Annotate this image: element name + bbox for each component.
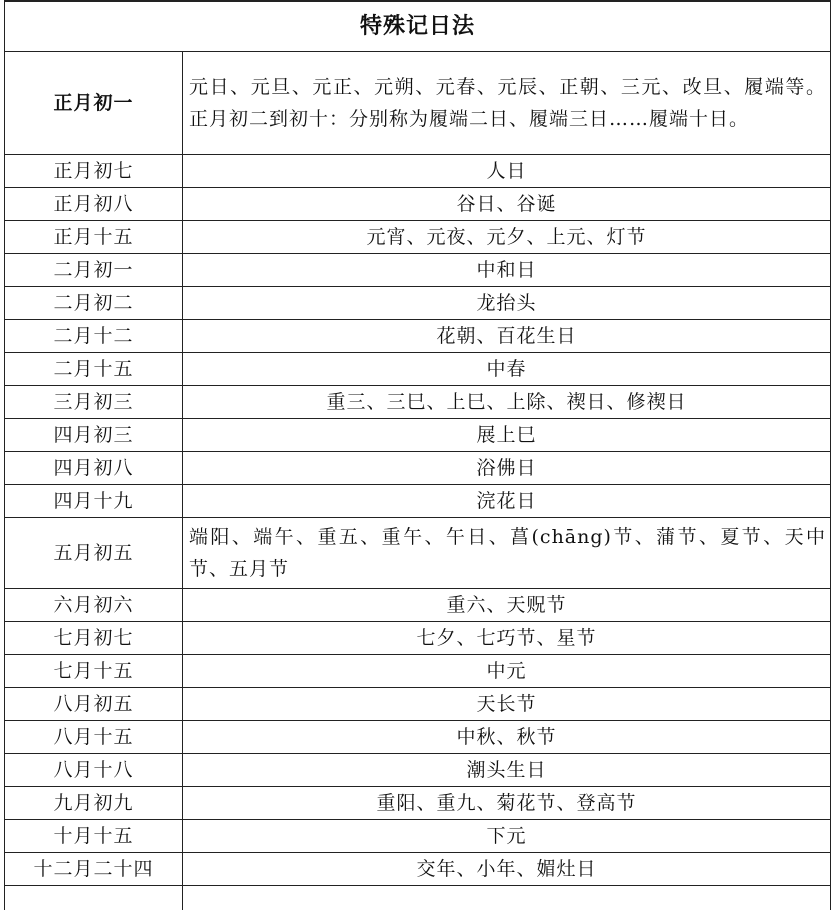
names-cell: 重阳、重九、菊花节、登高节 (183, 787, 831, 820)
names-cell: 谷日、谷诞 (183, 188, 831, 221)
table-row (5, 485, 831, 518)
date-cell: 十二月二十四 (5, 853, 183, 886)
date-cell: 正月初八 (5, 188, 183, 221)
date-cell: 正月初七 (5, 155, 183, 188)
date-cell: 八月十五 (5, 721, 183, 754)
table-row (5, 754, 831, 787)
table-row (5, 155, 831, 188)
date-cell: 二月初一 (5, 254, 183, 287)
date-cell: 四月十九 (5, 485, 183, 518)
names-cell: 潮头生日 (183, 754, 831, 787)
names-cell: 中春 (183, 353, 831, 386)
table-row (5, 188, 831, 221)
table-row (5, 721, 831, 754)
date-cell: 七月十五 (5, 655, 183, 688)
names-cell: 重六、天贶节 (183, 589, 831, 622)
date-cell: 五月初五 (5, 518, 183, 589)
names-cell: 天长节 (183, 688, 831, 721)
date-cell (5, 886, 183, 910)
table-row (5, 589, 831, 622)
date-cell: 四月初三 (5, 419, 183, 452)
table-row (5, 688, 831, 721)
table-row (5, 254, 831, 287)
table-row (5, 287, 831, 320)
table-row (5, 419, 831, 452)
table-row-cut-off (5, 886, 831, 910)
table-row (5, 221, 831, 254)
date-cell: 二月十五 (5, 353, 183, 386)
date-cell: 十月十五 (5, 820, 183, 853)
title-row (5, 1, 831, 52)
table-row (5, 853, 831, 886)
date-cell: 正月初一 (5, 52, 183, 155)
special-dates-table (4, 0, 831, 910)
table-row (5, 52, 831, 155)
date-cell: 八月十八 (5, 754, 183, 787)
table-row (5, 353, 831, 386)
table-row (5, 452, 831, 485)
date-cell: 二月初二 (5, 287, 183, 320)
names-cell: 中秋、秋节 (183, 721, 831, 754)
names-cell: 中元 (183, 655, 831, 688)
table-row (5, 518, 831, 589)
names-cell: 交年、小年、媚灶日 (183, 853, 831, 886)
table-row (5, 787, 831, 820)
names-cell: 浴佛日 (183, 452, 831, 485)
names-cell: 中和日 (183, 254, 831, 287)
table-row (5, 320, 831, 353)
names-cell: 下元 (183, 820, 831, 853)
date-cell: 七月初七 (5, 622, 183, 655)
date-cell: 三月初三 (5, 386, 183, 419)
table-row (5, 820, 831, 853)
date-cell: 四月初八 (5, 452, 183, 485)
names-cell (183, 886, 831, 910)
date-cell: 六月初六 (5, 589, 183, 622)
table-title: 特殊记日法 (5, 1, 831, 52)
names-cell: 人日 (183, 155, 831, 188)
names-cell: 展上巳 (183, 419, 831, 452)
table-row (5, 622, 831, 655)
table-row (5, 655, 831, 688)
special-dates-sheet (4, 0, 830, 910)
names-cell: 花朝、百花生日 (183, 320, 831, 353)
names-cell: 龙抬头 (183, 287, 831, 320)
date-cell: 八月初五 (5, 688, 183, 721)
names-cell: 重三、三巳、上巳、上除、禊日、修禊日 (183, 386, 831, 419)
names-cell: 元日、元旦、元正、元朔、元春、元辰、正朝、三元、改旦、履端等。正月初二到初十：分别称为履端二日、履端三日……履端十日。 (183, 52, 831, 155)
date-cell: 九月初九 (5, 787, 183, 820)
names-cell: 端阳、端午、重五、重午、午日、菖(chāng)节、蒲节、夏节、天中节、五月节 (183, 518, 831, 589)
names-cell: 元宵、元夜、元夕、上元、灯节 (183, 221, 831, 254)
names-cell: 浣花日 (183, 485, 831, 518)
names-cell: 七夕、七巧节、星节 (183, 622, 831, 655)
date-cell: 正月十五 (5, 221, 183, 254)
date-cell: 二月十二 (5, 320, 183, 353)
table-row (5, 386, 831, 419)
